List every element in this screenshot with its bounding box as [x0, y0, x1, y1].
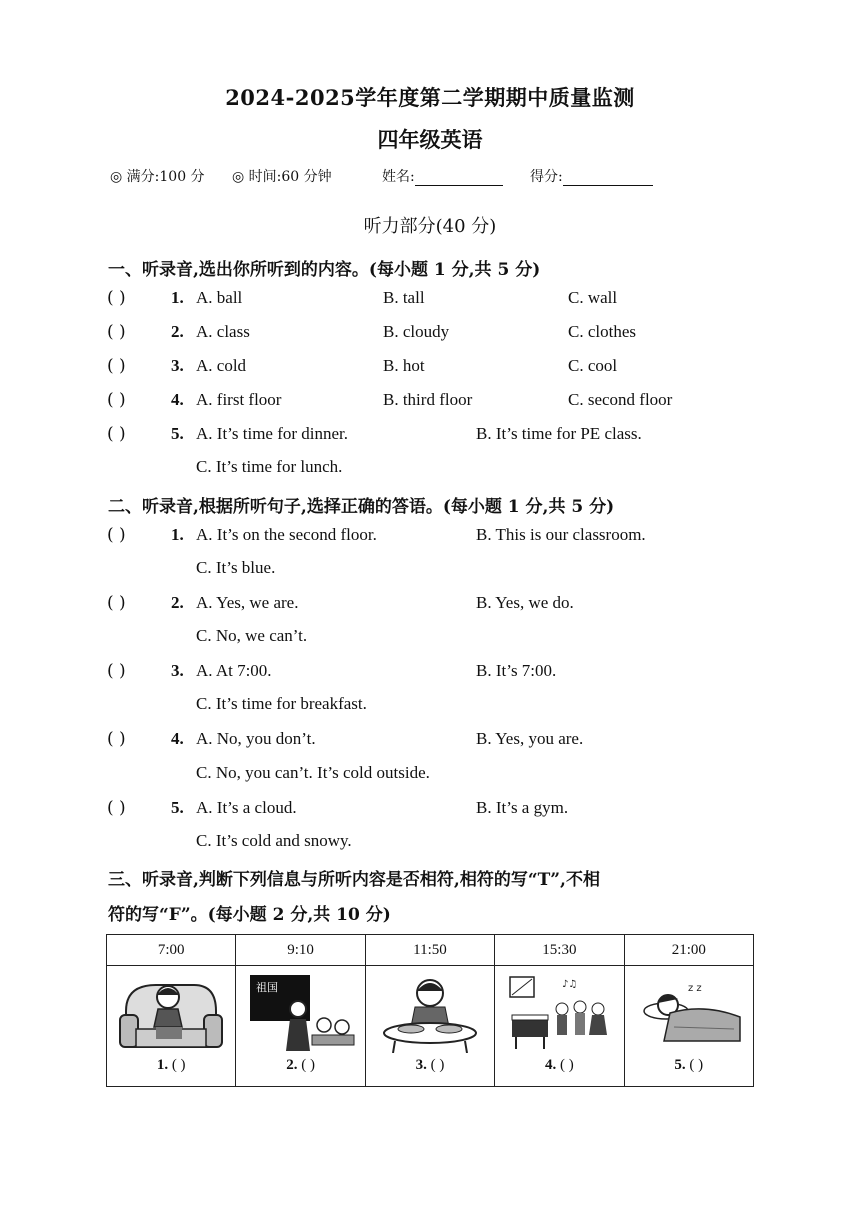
lunch-picture: [375, 971, 485, 1053]
time-cell: 11:50: [365, 935, 494, 966]
option-c: C. No, you can’t. It’s cold outside.: [196, 763, 430, 782]
time-cell: 21:00: [624, 935, 753, 966]
blackboard-picture: [246, 971, 356, 1053]
full-score: ◎ 满分:100 分: [110, 169, 205, 185]
question-number: 4.: [171, 390, 184, 409]
time-row: [107, 935, 754, 966]
answer-label[interactable]: 3. ( ): [415, 1057, 445, 1073]
option-a: A. It’s time for dinner.: [196, 424, 349, 443]
option-b: B. Yes, we do.: [476, 593, 574, 612]
option-a: A. ball: [196, 288, 243, 307]
answer-paren[interactable]: ( ): [107, 390, 126, 410]
option-b: B. Yes, you are.: [476, 729, 584, 748]
option-a: A. first floor: [196, 390, 282, 409]
answer-paren[interactable]: ( ): [107, 322, 126, 342]
exam-title: 2024-2025学年度第二学期期中质量监测: [225, 85, 635, 110]
answer-paren[interactable]: ( ): [107, 525, 126, 545]
score-label: 得分:: [530, 169, 563, 185]
option-c: C. It’s cold and snowy.: [196, 831, 352, 850]
time-cell: 7:00: [107, 935, 236, 966]
option-a: A. At 7:00.: [196, 661, 272, 680]
board-text: 祖国: [255, 981, 278, 994]
option-c: C. clothes: [568, 322, 636, 341]
answer-label[interactable]: 1. ( ): [156, 1057, 186, 1073]
option-b: B. tall: [383, 288, 425, 307]
option-a: A. class: [196, 322, 250, 341]
question-number: 3.: [171, 356, 184, 375]
part-title: 听力部分(40 分): [363, 216, 497, 237]
option-c: C. cool: [568, 356, 618, 375]
answer-paren[interactable]: ( ): [107, 661, 126, 681]
option-a: A. cold: [196, 356, 247, 375]
option-c: C. It’s time for lunch.: [196, 457, 343, 476]
option-b: B. third floor: [383, 390, 473, 409]
sleeping-picture: [634, 971, 744, 1053]
option-a: A. It’s a cloud.: [196, 798, 297, 817]
question-number: 5.: [171, 798, 184, 817]
time-cell: 9:10: [236, 935, 365, 966]
option-c: C. No, we can’t.: [196, 626, 308, 645]
exam-subtitle: 四年级英语: [377, 127, 483, 152]
option-c: C. wall: [568, 288, 618, 307]
picture-cell-4: [495, 966, 624, 1087]
picture-cell-1: [107, 966, 236, 1087]
picture-cell-2: [236, 966, 365, 1087]
option-a: A. Yes, we are.: [196, 593, 299, 612]
picture-cell-5: [624, 966, 753, 1087]
answer-paren[interactable]: ( ): [107, 729, 126, 749]
option-a: A. It’s on the second floor.: [196, 525, 377, 544]
time-cell: 15:30: [495, 935, 624, 966]
question-number: 4.: [171, 729, 184, 748]
svg-text:z z: z z: [687, 983, 702, 994]
option-b: B. cloudy: [383, 322, 450, 341]
section2-heading: 二、听录音,根据所听句子,选择正确的答语。(每小题 1 分,共 5 分): [108, 497, 615, 517]
option-b: B. hot: [383, 356, 425, 375]
option-b: B. It’s 7:00.: [476, 661, 557, 680]
section3-heading-line1: 三、听录音,判断下列信息与所听内容是否相符,相符的写“T”,不相: [108, 870, 600, 890]
question-number: 2.: [171, 593, 184, 612]
answer-paren[interactable]: ( ): [107, 593, 126, 613]
answer-label[interactable]: 4. ( ): [544, 1057, 574, 1073]
name-field[interactable]: [382, 166, 503, 186]
answer-paren[interactable]: ( ): [107, 356, 126, 376]
answer-paren[interactable]: ( ): [107, 424, 126, 444]
option-c: C. It’s time for breakfast.: [196, 694, 367, 713]
picture-row: [107, 966, 754, 1087]
option-b: B. It’s time for PE class.: [476, 424, 642, 443]
time-limit: ◎ 时间:60 分钟: [232, 169, 332, 185]
option-b: B. This is our classroom.: [476, 525, 646, 544]
name-blank[interactable]: [415, 169, 503, 186]
boy-sofa-picture: [116, 971, 226, 1053]
section3-heading-line2: 符的写“F”。(每小题 2 分,共 10 分): [108, 905, 391, 925]
option-c: C. It’s blue.: [196, 558, 276, 577]
score-field[interactable]: [530, 166, 653, 186]
answer-paren[interactable]: ( ): [107, 288, 126, 308]
option-a: A. No, you don’t.: [196, 729, 316, 748]
option-c: C. second floor: [568, 390, 673, 409]
music-class-picture: [504, 971, 614, 1053]
option-b: B. It’s a gym.: [476, 798, 569, 817]
picture-table: [106, 934, 754, 1087]
question-number: 3.: [171, 661, 184, 680]
question-number: 2.: [171, 322, 184, 341]
answer-label[interactable]: 2. ( ): [286, 1057, 315, 1073]
answer-label[interactable]: 5. ( ): [674, 1057, 704, 1073]
question-number: 1.: [171, 525, 184, 544]
picture-cell-3: [365, 966, 494, 1087]
music-note-icon: ♪♫: [562, 979, 578, 990]
section1-heading: 一、听录音,选出你所听到的内容。(每小题 1 分,共 5 分): [108, 260, 541, 280]
score-blank[interactable]: [563, 169, 653, 186]
answer-paren[interactable]: ( ): [107, 798, 126, 818]
question-number: 5.: [171, 424, 184, 443]
name-label: 姓名:: [382, 169, 415, 185]
question-number: 1.: [171, 288, 184, 307]
